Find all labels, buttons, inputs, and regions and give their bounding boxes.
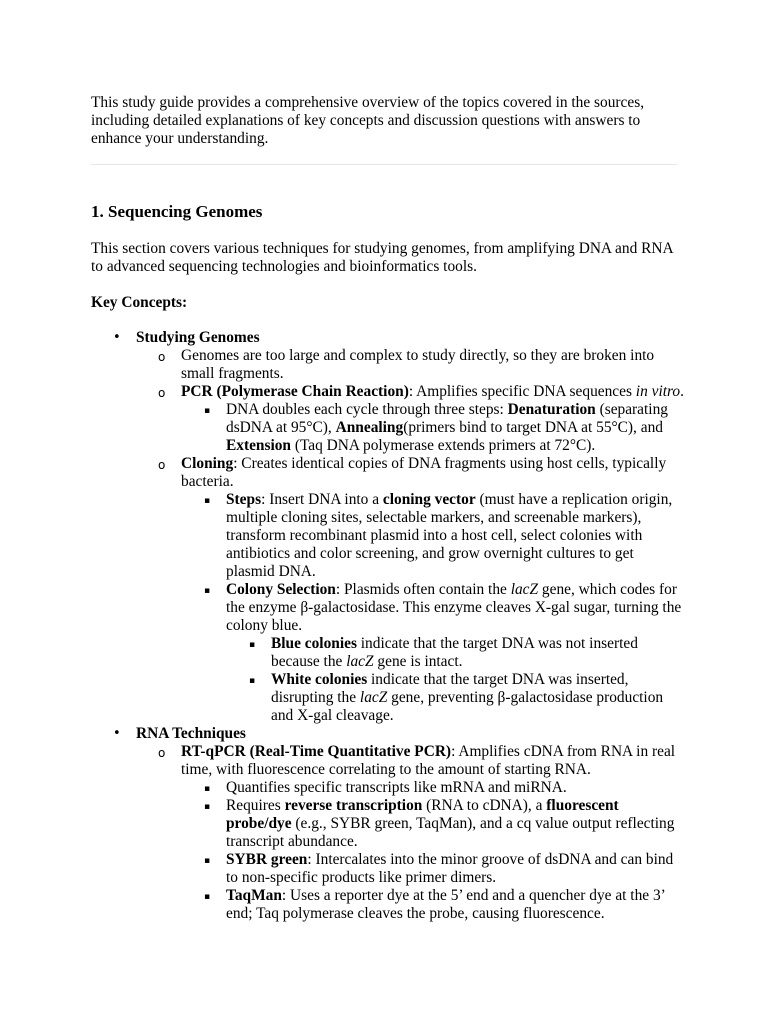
list-item-sybr-green xyxy=(181,851,686,887)
list-item-text: Quantifies specific transcripts like mRNA and miRNA. xyxy=(226,779,567,796)
list-item-genomes-large xyxy=(136,347,686,383)
bullet-circle-icon: o xyxy=(158,458,166,472)
term-blue-colonies: Blue colonies xyxy=(271,635,357,652)
list-item-text: DNA doubles each cycle through three steps: xyxy=(226,401,508,418)
bullet-disc-icon: • xyxy=(113,726,121,741)
bullet-circle-icon: o xyxy=(158,746,166,760)
term-taqman: TaqMan xyxy=(226,887,282,904)
bullet-square-icon: ▪ xyxy=(204,892,211,902)
list-item-text: Requires xyxy=(226,797,285,814)
list-item-text: . xyxy=(680,383,684,400)
term-cloning: Cloning xyxy=(181,455,234,472)
list-item-text: (primers bind to target DNA at 55°C), and xyxy=(403,419,663,436)
list-item-text: gene, which codes for the enzyme β-galactosidase. This enzyme cleaves X-gal sugar, turning the colony blue. xyxy=(226,581,682,634)
list-item-text: Genomes are too large and complex to study directly, so they are broken into small fragments. xyxy=(181,347,655,382)
term-pcr: PCR (Polymerase Chain Reaction) xyxy=(181,383,409,400)
bullet-square-icon: ▪ xyxy=(204,784,211,794)
list-item-text: gene, preventing β-galactosidase production and X-gal cleavage. xyxy=(271,689,664,724)
list-item-text: (RNA to cDNA), a xyxy=(422,797,547,814)
list-item-blue-colonies xyxy=(226,635,686,671)
list-item-pcr-steps xyxy=(181,401,686,455)
horizontal-divider xyxy=(91,164,677,165)
list-item-cloning xyxy=(136,455,686,725)
bullet-square-icon: ▪ xyxy=(249,676,256,686)
bullet-disc-icon: • xyxy=(113,330,121,345)
list-item-studying-genomes xyxy=(91,329,686,725)
list-item-white-colonies xyxy=(226,671,686,725)
list-item-text: : Insert DNA into a xyxy=(261,491,383,508)
list-item-text: gene is intact. xyxy=(373,653,463,670)
list-item-rna-techniques xyxy=(91,725,686,923)
list-item-text: : Intercalates into the minor groove of dsDNA and can bind to non-specific products like primer dimers. xyxy=(226,851,674,886)
bullet-square-icon: ▪ xyxy=(204,802,211,812)
italic-text: lacZ xyxy=(510,581,539,598)
bullet-square-icon: ▪ xyxy=(204,406,211,416)
section-heading: 1. Sequencing Genomes xyxy=(91,202,263,221)
term-extension: Extension xyxy=(226,437,291,454)
term-sybr-green: SYBR green xyxy=(226,851,308,868)
term-rtqpcr: RT-qPCR (Real-Time Quantitative PCR) xyxy=(181,743,452,760)
term-cloning-vector: cloning vector xyxy=(382,491,476,508)
list-item-cloning-steps xyxy=(181,491,686,581)
key-concepts-heading: Key Concepts: xyxy=(91,294,188,311)
term-denaturation: Denaturation xyxy=(507,401,596,418)
term-white-colonies: White colonies xyxy=(271,671,368,688)
list-item-text: : Amplifies specific DNA sequences xyxy=(408,383,636,400)
list-item-text: : Plasmids often contain the xyxy=(335,581,511,598)
bullet-square-icon: ▪ xyxy=(204,856,211,866)
list-item-taqman xyxy=(181,887,686,923)
term-annealing: Annealing xyxy=(335,419,404,436)
bullet-square-icon: ▪ xyxy=(249,640,256,650)
list-item-pcr xyxy=(136,383,686,455)
list-item-text: indicate that the target DNA was not inserted because the xyxy=(271,635,638,670)
list-item-text: (separating dsDNA at 95°C), xyxy=(226,401,668,436)
topic-title: RNA Techniques xyxy=(136,725,246,742)
key-concepts-outline xyxy=(91,329,686,923)
term-fluorescent-probe: fluorescent probe/dye xyxy=(226,797,619,832)
italic-text: in vitro xyxy=(635,383,681,400)
bullet-square-icon: ▪ xyxy=(204,496,211,506)
list-item-colony-selection xyxy=(181,581,686,725)
italic-text: lacZ xyxy=(359,689,388,706)
section-description: This section covers various techniques for studying genomes, from amplifying DNA and RNA to advanced sequencing technologies and bioinformatics tools. xyxy=(91,240,673,275)
list-item-requires xyxy=(181,797,686,851)
bullet-square-icon: ▪ xyxy=(204,586,211,596)
list-item-text: : Amplifies cDNA from RNA in real time, with fluorescence correlating to the amount of starting RNA. xyxy=(181,743,676,778)
intro-paragraph: This study guide provides a comprehensive overview of the topics covered in the sources, including detailed explanations of key concepts and discussion questions with answers to enhance your understanding. xyxy=(91,94,645,147)
topic-title: Studying Genomes xyxy=(136,329,260,346)
list-item-text: (must have a replication origin, multiple cloning sites, selectable markers, and screenable markers), transform recombinant plasmid into a host cell, select colonies with antibiotics and color screening, and grow overnight cultures to get plasmid DNA. xyxy=(226,491,673,580)
list-item-rtqpcr xyxy=(136,743,686,923)
bullet-circle-icon: o xyxy=(158,350,166,364)
list-item-text: (e.g., SYBR green, TaqMan), and a cq value output reflecting transcript abundance. xyxy=(226,815,675,850)
term-colony-selection: Colony Selection xyxy=(226,581,336,598)
list-item-quantifies xyxy=(181,779,686,797)
list-item-text: (Taq DNA polymerase extends primers at 72°C). xyxy=(291,437,596,454)
term-steps: Steps xyxy=(226,491,262,508)
italic-text: lacZ xyxy=(346,653,374,670)
list-item-text: : Creates identical copies of DNA fragments using host cells, typically bacteria. xyxy=(181,455,667,490)
bullet-circle-icon: o xyxy=(158,386,166,400)
list-item-text: : Uses a reporter dye at the 5’ end and a quencher dye at the 3’ end; Taq polymerase cleaves the probe, causing fluorescence. xyxy=(226,887,665,922)
list-item-text: indicate that the target DNA was inserted, disrupting the xyxy=(271,671,629,706)
term-reverse-transcription: reverse transcription xyxy=(284,797,423,814)
